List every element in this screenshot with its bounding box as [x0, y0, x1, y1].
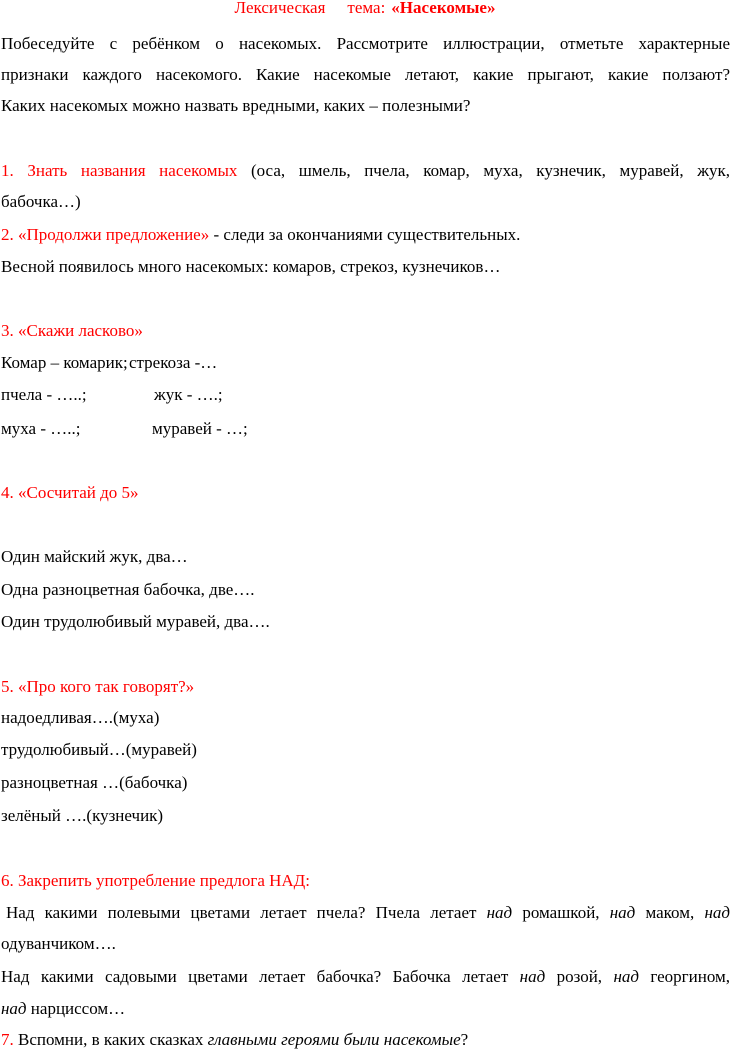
task6-q2-text-a: Над какими садовыми цветами летает бабочка? Бабочка летает	[1, 967, 520, 986]
task2-example: Весной появилось много насекомых: комаров, стрекоз, кузнечиков…	[1, 257, 501, 276]
task7-end: ?	[460, 1030, 469, 1049]
task6-q1-prep-3: над	[704, 903, 730, 922]
task2-instruction: - следи за окончаниями существительных.	[209, 225, 521, 244]
task4-heading: 4. «Сосчитай до 5»	[1, 483, 139, 502]
task6-q2-prep-2: над	[613, 967, 639, 986]
task4-line: Один майский жук, два…	[1, 547, 188, 566]
task6-q2-text-b: розой,	[545, 967, 614, 986]
task7-number: 7.	[1, 1030, 14, 1049]
task6-q1-prep-1: над	[486, 903, 513, 922]
task1-text-a: (оса, шмель, пчела, комар, муха, кузнечик, муравей, жук,	[237, 161, 730, 180]
task7-italic: главными героями были насекомые	[207, 1030, 461, 1049]
task3-row	[1, 384, 730, 406]
task6-q1-text-a: Над какими полевыми цветами летает пчела? Пчела летает	[6, 903, 487, 922]
task3-row-left: пчела - …..;	[1, 385, 87, 404]
task6-q2-prep-3: над	[1, 999, 27, 1018]
task3-row	[1, 352, 730, 374]
task5-heading: 5. «Про кого так говорят?»	[1, 677, 195, 696]
task6-q1-prep-2: над	[609, 903, 636, 922]
task6-q1-text-b: ромашкой,	[512, 903, 610, 922]
task6-question-2	[1, 966, 730, 988]
task4-line: Одна разноцветная бабочка, две….	[1, 580, 255, 599]
intro-line-2: признаки каждого насекомого. Какие насекомые летают, какие прыгают, какие ползают?	[1, 65, 730, 84]
task6-question-1	[1, 902, 730, 924]
task6-q2-prep-1: над	[519, 967, 546, 986]
task3-row-right: муравей - …;	[152, 419, 248, 438]
task1-line-1	[1, 160, 730, 182]
task2-heading: 2. «Продолжи предложение»	[1, 225, 210, 244]
task6-q2-text-c: георгином,	[638, 967, 730, 986]
title-prefix: Лексическая	[234, 0, 326, 17]
task6-q2-text-d: нарциссом…	[26, 999, 126, 1018]
task1-text-b: бабочка…)	[1, 192, 81, 211]
document-title	[0, 0, 730, 19]
task3-row-right: жук - ….;	[154, 385, 223, 404]
intro-line-1: Побеседуйте с ребёнком о насекомых. Рассмотрите иллюстрации, отметьте характерные	[1, 34, 730, 53]
task3-row-left: Комар – комарик;	[1, 353, 128, 372]
task3-heading: 3. «Скажи ласково»	[1, 321, 143, 340]
task4-line: Один трудолюбивый муравей, два….	[1, 612, 270, 631]
task5-line: надоедливая….(муха)	[1, 708, 160, 727]
task6-heading: 6. Закрепить употребление предлога НАД:	[1, 871, 310, 890]
task5-line: зелёный ….(кузнечик)	[1, 806, 164, 825]
task3-row-right: стрекоза -…	[129, 353, 218, 372]
task6-q2-line-2	[1, 998, 730, 1020]
title-mid: тема:	[347, 0, 386, 17]
task1-heading: 1. Знать названия насекомых	[1, 161, 238, 180]
task6-q1-line-2: одуванчиком….	[1, 934, 116, 953]
title-topic: «Насекомые»	[391, 0, 496, 17]
intro-line-3: Каких насекомых можно назвать вредными, каких – полезными?	[1, 96, 471, 115]
task3-row-left: муха - …..;	[1, 419, 81, 438]
task7-line	[1, 1029, 730, 1051]
task5-line: трудолюбивый…(муравей)	[1, 740, 197, 759]
task6-q1-text-c: маком,	[635, 903, 705, 922]
task2-line	[1, 224, 730, 246]
task5-line: разноцветная …(бабочка)	[1, 773, 188, 792]
task3-row	[1, 418, 730, 440]
task7-text: Вспомни, в каких сказках	[13, 1030, 208, 1049]
